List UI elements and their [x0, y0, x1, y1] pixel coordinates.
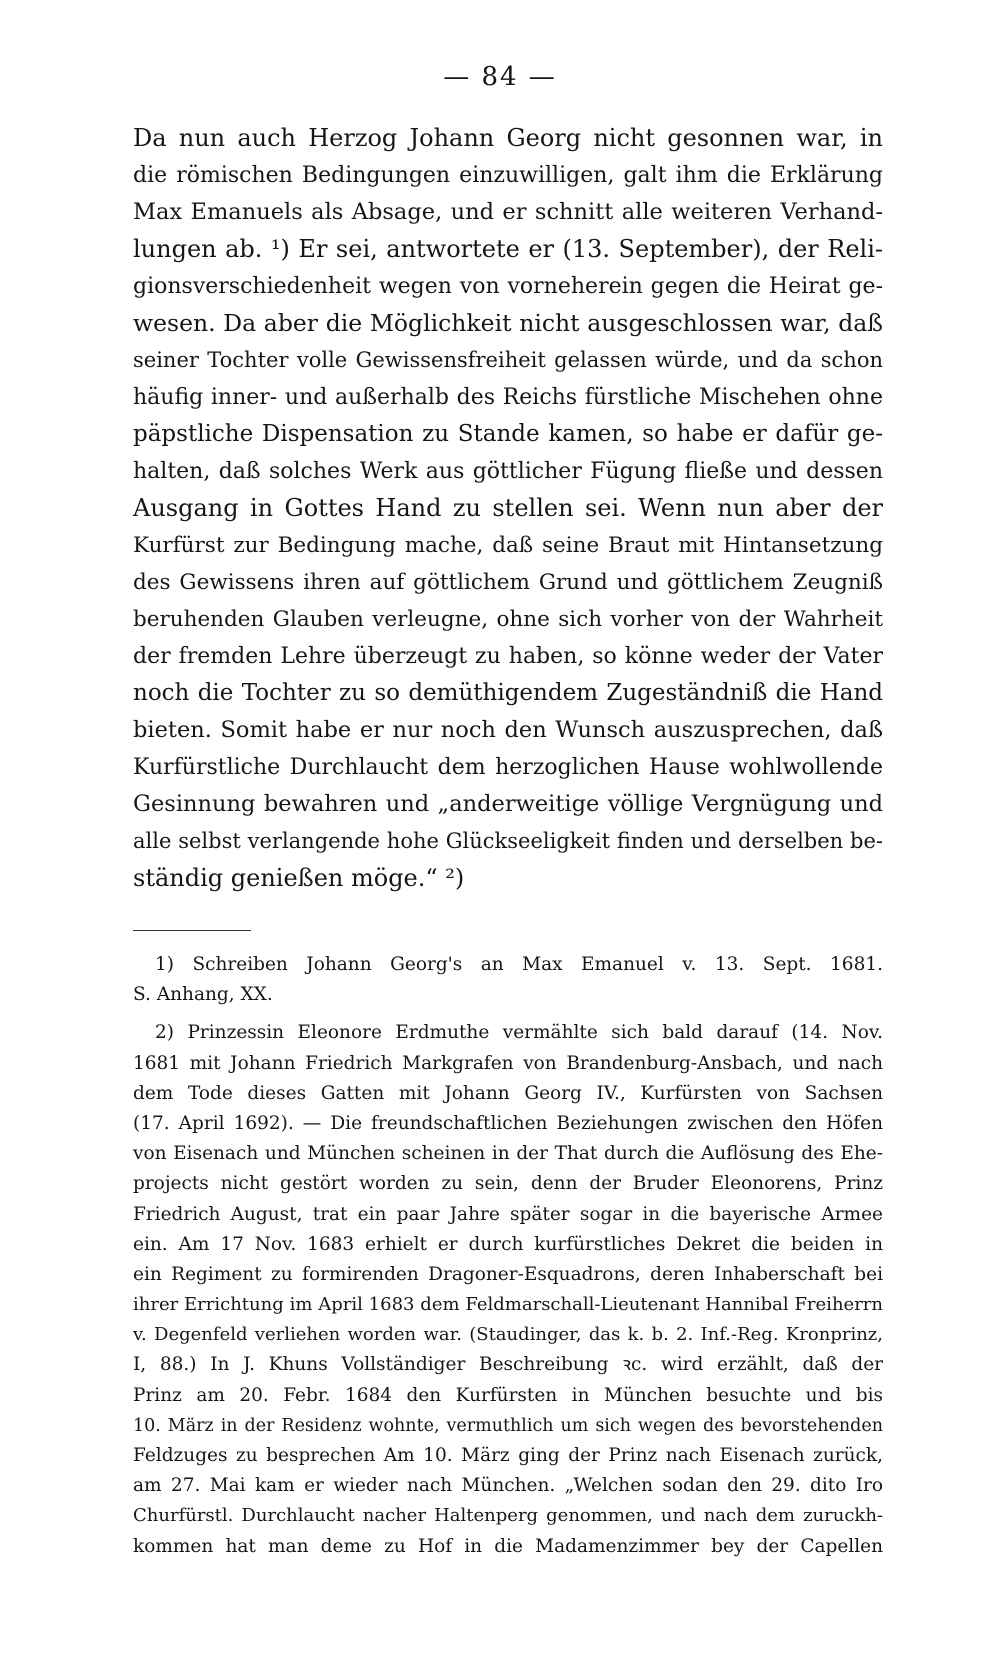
page-number: — 84 — [443, 62, 557, 92]
body-line: noch die Tochter zu so demüthigendem Zugeständniß die Hand [133, 680, 883, 706]
body-line: Ausgang in Gottes Hand zu stellen sei. Wenn nun aber der [133, 494, 883, 522]
footnote-2-line: ein. Am 17 Nov. 1683 erhielt er durch kurfürstliches Dekret die beiden in [133, 1233, 883, 1255]
footnote-2-line: dem Tode dieses Gatten mit Johann Georg IV., Kurfürsten von Sachsen [133, 1082, 883, 1104]
footnote-2-line: ein Regiment zu formirenden Dragoner-Esquadrons, deren Inhaberschaft bei [133, 1263, 883, 1285]
body-line: ständig genießen möge.“ ²) [133, 864, 465, 892]
footnote-2-line: Friedrich August, trat ein paar Jahre später sogar in die bayerische Armee [133, 1203, 883, 1225]
body-line: wesen. Da aber die Möglichkeit nicht ausgeschlossen war, daß [133, 309, 883, 337]
footnote-2-line: (17. April 1692). — Die freundschaftlichen Beziehungen zwischen den Höfen [133, 1112, 883, 1134]
footnote-2-line: 2) Prinzessin Eleonore Erdmuthe vermählte sich bald darauf (14. Nov. [155, 1022, 883, 1044]
body-line: halten, daß solches Werk aus göttlicher Fügung fließe und dessen [133, 459, 883, 484]
footnote-2-line: ihrer Errichtung im April 1683 dem Feldmarschall-Lieutenant Hannibal Freiherrn [133, 1294, 883, 1316]
footnote-2-line: v. Degenfeld verliehen worden war. (Staudinger, das k. b. 2. Inf.-Reg. Kronprinz, [133, 1324, 883, 1346]
footnote-1-line: 1) Schreiben Johann Georg's an Max Emanuel v. 13. Sept. 1681. [155, 954, 883, 975]
body-line: bieten. Somit habe er nur noch den Wunsch auszusprechen, daß [133, 717, 883, 743]
body-line: Da nun auch Herzog Johann Georg nicht gesonnen war, in [133, 124, 883, 152]
footnote-2-line: 1681 mit Johann Friedrich Markgrafen von Brandenburg-Ansbach, und nach [133, 1052, 883, 1074]
body-line: Max Emanuels als Absage, und er schnitt alle weiteren Verhand- [133, 199, 883, 225]
body-line: beruhenden Glauben verleugne, ohne sich vorher von der Wahrheit [133, 607, 883, 632]
footnote-2-line: kommen hat man deme zu Hof in die Madamenzimmer bey der Capellen [133, 1535, 883, 1557]
body-line: gionsverschiedenheit wegen von vorneherein gegen die Heirat ge- [133, 274, 883, 299]
body-line: lungen ab. ¹) Er sei, antwortete er (13. September), der Reli- [133, 235, 883, 263]
body-line: alle selbst verlangende hohe Glückseeligkeit finden und derselben be- [133, 829, 883, 853]
footnote-2-line: Prinz am 20. Febr. 1684 den Kurfürsten in München besuchte und bis [133, 1384, 883, 1406]
body-line: seiner Tochter volle Gewissensfreiheit gelassen würde, und da schon [133, 348, 883, 372]
footnote-2-line: Churfürstl. Durchlaucht nacher Haltenperg genommen, und nach dem zuruckh- [133, 1505, 883, 1527]
footnote-2-line: 10. März in der Residenz wohnte, vermuthlich um sich wegen des bevorstehenden [133, 1415, 883, 1436]
body-line: die römischen Bedingungen einzuwilligen, galt ihm die Erklärung [133, 163, 883, 188]
body-line: Kurfürstliche Durchlaucht dem herzoglichen Hause wohlwollende [133, 755, 883, 780]
footnote-2-line: von Eisenach und München scheinen in der That durch die Auflösung des Ehe- [133, 1143, 883, 1165]
body-line: Kurfürst zur Bedingung mache, daß seine Braut mit Hintansetzung [133, 533, 883, 558]
body-line: päpstliche Dispensation zu Stande kamen, so habe er dafür ge- [133, 421, 883, 447]
footnote-divider [133, 930, 251, 931]
body-line: häufig inner- und außerhalb des Reichs fürstliche Mischehen ohne [133, 385, 883, 410]
body-line: der fremden Lehre überzeugt zu haben, so könne weder der Vater [133, 644, 883, 669]
main-paragraph [133, 120, 883, 897]
footnote-1-line: S. Anhang, XX. [133, 984, 273, 1006]
footnotes [133, 950, 883, 1562]
body-line: des Gewissens ihren auf göttlichem Grund und göttlichem Zeugniß [133, 570, 883, 595]
footnote-2-line: am 27. Mai kam er wieder nach München. „Welchen sodan den 29. dito Iro [133, 1475, 883, 1497]
footnote-2-line: I, 88.) In J. Khuns Vollständiger Beschreibung ꝛc. wird erzählt, daß der [133, 1354, 883, 1376]
footnote-2-line: Feldzuges zu besprechen Am 10. März ging der Prinz nach Eisenach zurück, [133, 1445, 883, 1466]
body-line: Gesinnung bewahren und „anderweitige völlige Vergnügung und [133, 791, 883, 817]
footnote-2-line: projects nicht gestört worden zu sein, denn der Bruder Eleonorens, Prinz [133, 1173, 883, 1195]
